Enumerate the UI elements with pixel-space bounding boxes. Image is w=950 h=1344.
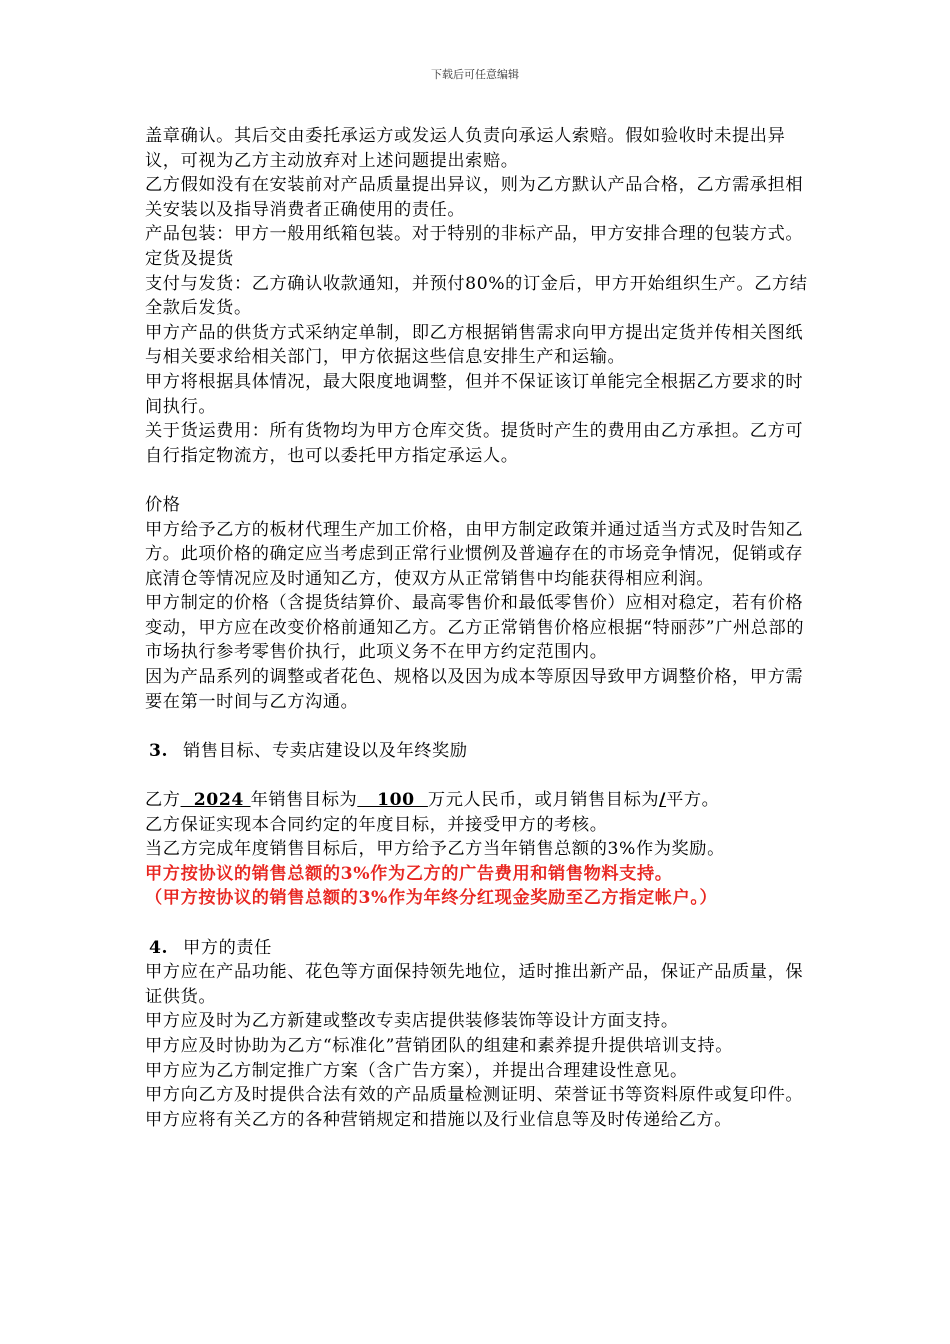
paragraph: 甲方应将有关乙方的各种营销规定和措施以及行业信息等及时传递给乙方。	[145, 1109, 732, 1130]
paragraph: 甲方应及时协助为乙方“标准化”营销团队的组建和素养提升提供培训支持。	[145, 1035, 733, 1056]
subheading: 价格	[145, 494, 181, 515]
document-body	[145, 124, 810, 1132]
paragraph: 甲方向乙方及时提供合法有效的产品质量检测证明、荣誉证书等资料原件或复印件。	[145, 1085, 804, 1106]
paragraph: 甲方应及时为乙方新建或整改专卖店提供装修装饰等设计方面支持。	[145, 1011, 679, 1032]
paragraph: 甲方制定的价格（含提货结算价、最高零售价和最低零售价）应相对稳定，若有价格变动，甲方应在改变价格前通知乙方。乙方正常销售价格应根据“特丽莎”广州总部的市场执行参考零售价执行，此项义务不在甲方约定范围内。	[145, 593, 805, 663]
highlight-paragraph: （甲方按协议的销售总额的3%作为年终分红现金奖励至乙方指定帐户。）	[145, 888, 718, 909]
paragraph: 关于货运费用：所有货物均为甲方仓库交货。提货时产生的费用由乙方承担。乙方可自行指定物流方，也可以委托甲方指定承运人。	[145, 421, 804, 466]
section-heading	[145, 739, 810, 764]
paragraph: 乙方保证实现本合同约定的年度目标，并接受甲方的考核。	[145, 814, 608, 835]
paragraph: 甲方给予乙方的板材代理生产加工价格，由甲方制定政策并通过适当方式及时告知乙方。此项价格的确定应当考虑到正常行业惯例及普遍存在的市场竞争情况，促销或存底清仓等情况应及时通知乙方，使双方从正常销售中均能获得相应利润。	[145, 519, 804, 589]
paragraph: 支付与发货：乙方确认收款通知，并预付80%的订金后，甲方开始组织生产。乙方结全款后发货。	[145, 273, 808, 319]
text-run: 年销售目标为	[250, 790, 358, 811]
paragraph: 乙方假如没有在安装前对产品质量提出异议，则为乙方默认产品合格，乙方需承担相关安装以及指导消费者正确使用的责任。	[145, 175, 804, 220]
section-number: 4.	[149, 937, 169, 958]
year-value: 2024	[180, 790, 251, 811]
paragraph: 当乙方完成年度销售目标后，甲方给予乙方当年销售总额的3%作为奖励。	[145, 839, 725, 860]
paragraph: 甲方应在产品功能、花色等方面保持领先地位，适时推出新产品，保证产品质量，保证供货。	[145, 962, 804, 1007]
text-run: 万元人民币，或月销售目标为	[427, 790, 660, 811]
section-title: 销售目标、专卖店建设以及年终奖励	[183, 740, 468, 761]
paragraph: 因为产品系列的调整或者花色、规格以及因为成本等原因导致甲方调整价格，甲方需要在第一时间与乙方沟通。	[145, 667, 804, 712]
paragraph: 产品包装：甲方一般用纸箱包装。对于特别的非标产品，甲方安排合理的包装方式。	[145, 224, 804, 245]
page-header: 下载后可任意编辑	[431, 68, 519, 81]
blank-line	[145, 714, 810, 739]
subheading: 定货及提货	[145, 248, 234, 269]
blank-line	[145, 911, 810, 936]
highlight-paragraph: 甲方按协议的销售总额的3%作为乙方的广告费用和销售物料支持。	[145, 863, 673, 884]
section-number: 3.	[149, 740, 169, 761]
section-title: 甲方的责任	[183, 937, 272, 958]
paragraph: 甲方将根据具体情况，最大限度地调整，但并不保证该订单能完全根据乙方要求的时间执行。	[145, 371, 804, 417]
blank-line	[145, 763, 810, 788]
blank-line	[145, 468, 810, 493]
section-heading	[145, 936, 810, 961]
monthly-target-value: /	[659, 790, 667, 811]
paragraph: 甲方产品的供货方式采纳定单制，即乙方根据销售需求向甲方提出定货并传相关图纸与相关要求给相关部门，甲方依据这些信息安排生产和运输。	[145, 322, 804, 368]
paragraph: 甲方应为乙方制定推广方案（含广告方案），并提出合理建设性意见。	[145, 1060, 688, 1081]
text-run: 乙方	[145, 790, 181, 811]
paragraph: 盖章确认。其后交由委托承运方或发运人负责向承运人索赔。假如验收时未提出异议，可视为乙方主动放弃对上述问题提出索赔。	[145, 126, 786, 171]
sales-target-line	[145, 788, 810, 813]
amount-value: 100	[357, 790, 428, 811]
text-run: 平方。	[666, 790, 720, 811]
